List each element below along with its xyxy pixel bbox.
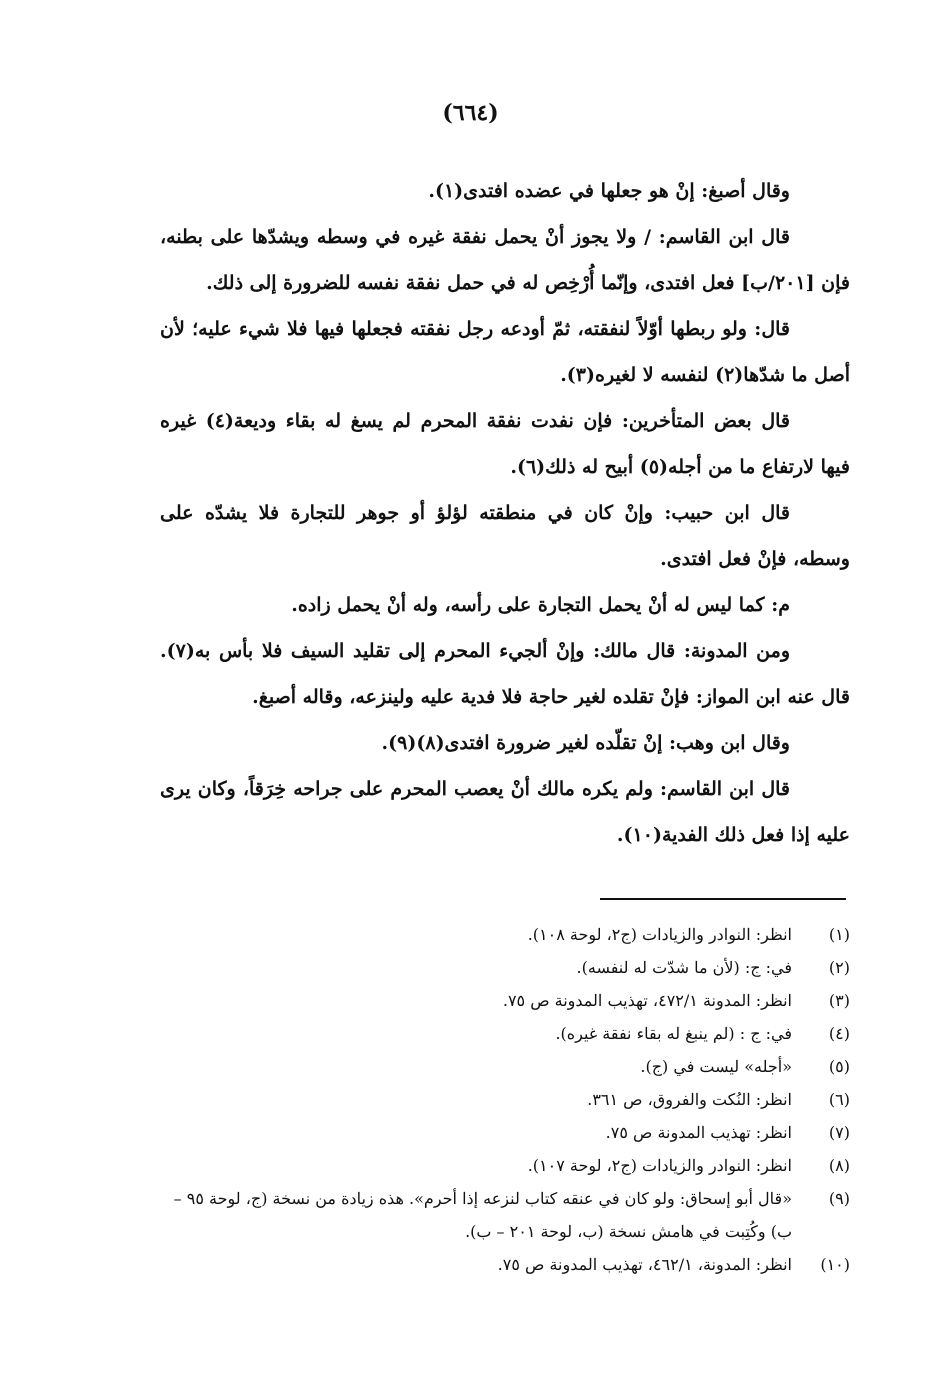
paragraph: قال: ولو ربطها أوّلاً لنفقته، ثمّ أودعه رجل نفقته فجعلها فيها فلا شيء عليه؛ لأن أصل ما شدّها(٢) لنفسه لا لغيره(٣). [160, 318, 850, 386]
footnotes [160, 918, 850, 1281]
footnote-text: «أجله» ليست في (ج). [640, 1057, 792, 1076]
footnote-number: (٧) [828, 1123, 850, 1142]
footnote-text: «قال أبو إسحاق: ولو كان في عنقه كتاب لنزعه إذا أحرم». هذه زيادة من نسخة (ج، لوحة ٩٥ – ب) وكُتِبت في هامش نسخة (ب، لوحة ٢٠١ – ب). [173, 1189, 792, 1241]
footnote-item [160, 984, 850, 1017]
footnote-number: (٨) [828, 1156, 850, 1175]
paragraph: وقال ابن وهب: إنْ تقلّده لغير ضرورة افتدى(٨)(٩). [381, 732, 790, 754]
footnote-number: (٢) [828, 958, 850, 977]
footnote-text: انظر: المدونة ٤٧٢/١، تهذيب المدونة ص ٧٥. [502, 991, 792, 1010]
footnote-item [160, 1248, 850, 1281]
footnote-number: (٩) [828, 1189, 850, 1208]
footnote-number: (٥) [828, 1057, 850, 1076]
footnote-item [160, 1116, 850, 1149]
footnote-text: انظر: تهذيب المدونة ص ٧٥. [605, 1123, 792, 1142]
footnote-number: (٣) [828, 991, 850, 1010]
paragraph: م: كما ليس له أنْ يحمل التجارة على رأسه، وله أنْ يحمل زاده. [291, 594, 790, 616]
page-number: (٦٦٤) [442, 100, 499, 126]
main-text [160, 168, 850, 858]
paragraph: ومن المدونة: قال مالك: وإنْ ألجيء المحرم إلى تقليد السيف فلا بأس به(٧). قال عنه ابن المواز: فإنْ تقلده لغير حاجة فلا فدية عليه ولينزعه، وقاله أصبغ. [160, 640, 850, 708]
footnote-item [160, 1017, 850, 1050]
footnote-item [160, 1083, 850, 1116]
footnote-number: (١) [828, 925, 850, 944]
footnote-divider [600, 898, 846, 900]
footnote-text: انظر: النوادر والزيادات (ج٢، لوحة ١٠٧). [527, 1156, 792, 1175]
footnote-text: انظر: النُكت والفروق، ص ٣٦١. [587, 1090, 792, 1109]
footnote-text: انظر: المدونة، ٤٦٢/١، تهذيب المدونة ص ٧٥. [497, 1255, 792, 1274]
footnote-text: في: ج: (لأن ما شدّت له لنفسه). [576, 958, 792, 977]
footnote-text: في: ج : (لم ينبغ له بقاء نفقة غيره). [555, 1024, 792, 1043]
footnote-number: (١٠) [820, 1255, 850, 1274]
paragraph: قال ابن القاسم: / ولا يجوز أنْ يحمل نفقة غيره في وسطه ويشدّها على بطنه، فإن [٢٠١/ب] فعل افتدى، وإنّما أُرْخِص له في حمل نفقة نفسه للضرورة إلى ذلك. [160, 226, 850, 294]
paragraph: قال ابن حبيب: وإنْ كان في منطقته لؤلؤ أو جوهر للتجارة فلا يشدّه على وسطه، فإنْ فعل افتدى. [160, 502, 850, 570]
footnote-number: (٤) [828, 1024, 850, 1043]
footnote-item [160, 918, 850, 951]
footnote-number: (٦) [828, 1090, 850, 1109]
footnote-item [160, 951, 850, 984]
footnote-item [160, 1050, 850, 1083]
paragraph: قال ابن القاسم: ولم يكره مالك أنْ يعصب المحرم على جراحه خِرَقاً، وكان يرى عليه إذا فعل ذلك الفدية(١٠). [160, 778, 850, 846]
footnote-item [160, 1149, 850, 1182]
footnote-item [160, 1182, 850, 1248]
paragraph: وقال أصبغ: إنْ هو جعلها في عضده افتدى(١). [428, 180, 790, 202]
paragraph: قال بعض المتأخرين: فإن نفدت نفقة المحرم لم يسغ له بقاء وديعة(٤) غيره فيها لارتفاع ما من أجله(٥) أبيح له ذلك(٦). [160, 410, 850, 478]
footnote-text: انظر: النوادر والزيادات (ج٢، لوحة ١٠٨). [527, 925, 792, 944]
